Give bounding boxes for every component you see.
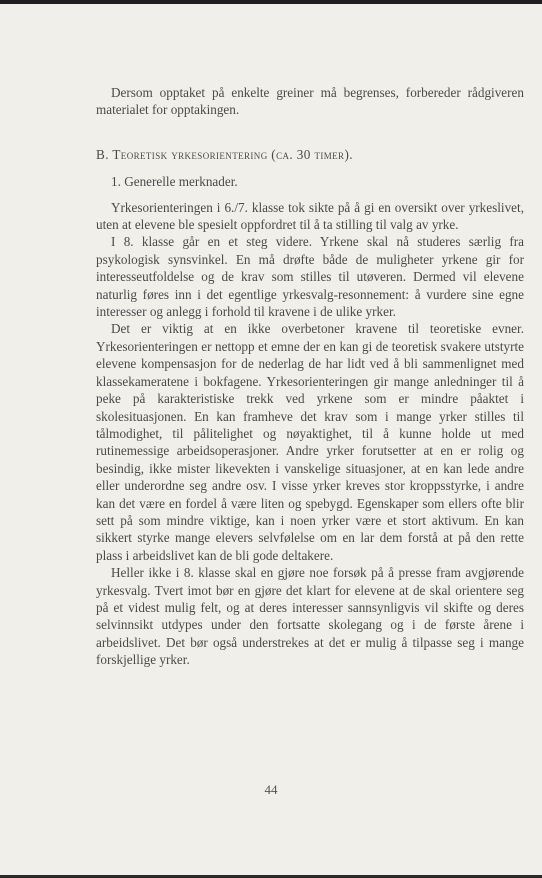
page-number: 44 <box>264 782 278 797</box>
body-paragraph: Yrkesorienteringen i 6./7. klasse tok sikte på å gi en oversikt over yrkeslivet, uten at elevene ble spesielt oppfordret til å ta stilling til valg av yrke. <box>96 199 524 233</box>
intro-paragraph: Dersom opptaket på enkelte greiner må begrenses, forbereder rådgiveren materialet for opptakingen. <box>96 85 524 118</box>
subheading: 1. Generelle merknader. <box>111 174 238 190</box>
document-body <box>96 84 524 669</box>
body-paragraph: Det er viktig at en ikke overbetoner kravene til teoretiske evner. Yrkesorienteringen er nettopp et emne der en kan gi de teoretisk svakere utstyrte elevene kompensasjon for de nederlag de har lidt ved å bli sammenlignet med klassekameratene i bokfagene. Yrkesorienteringen gir mange anledninger til å peke på karakteristiske trekk ved yrkene som er mindre påaktet i skolesituasjonen. En kan framheve det krav som i mange yrker stilles til tålmodighet, til pålitelighet og nøyaktighet, til å kunne holde ut med rutinemessige arbeidsoperasjoner. Andre yrker forutsetter at en er rolig og besindig, ikke mister likevekten i vanskelige situasjoner, at en kan lede andre eller underordne seg andre osv. I visse yrker kreves stor kroppsstyrke, i andre kan det være en fordel å være liten og spebygd. Egenskaper som ellers ofte blir sett på som mindre viktige, kan i noen yrker være et stort aktivum. En kan sikkert styrke mange elevers selvfølelse om en lar dem forstå at på den rette plass i arbeidslivet kan de bli gode deltakere. <box>96 321 524 563</box>
section-heading: B. Teoretisk yrkesorientering (ca. 30 timer). <box>96 146 353 162</box>
page-top-edge <box>0 0 542 4</box>
body-paragraph: Heller ikke i 8. klasse skal en gjøre noe forsøk på å presse fram avgjørende yrkesvalg. Tvert imot bør en gjøre det klart for elevene at de skal orientere seg på et videst mulig felt, og at deres interesser sannsynligvis vil skifte og deres selvinnsikt utdypes under den fortsatte skolegang og i de første årene i arbeidslivet. Det bør også understrekes at det er mulig å tilpasse seg i mange forskjellige yrker. <box>96 565 524 668</box>
body-paragraph: I 8. klasse går en et steg videre. Yrkene skal nå studeres særlig fra psykologisk synsvinkel. En må drøfte både de muligheter yrkene gir for interesseutfoldelse og de krav som stilles til utøveren. Dermed vil elevene naturlig føres inn i det egentlige yrkesvalg-resonnement: å vurdere sine egne interesser og anlegg i forhold til kravene i de ulike yrker. <box>96 234 524 320</box>
